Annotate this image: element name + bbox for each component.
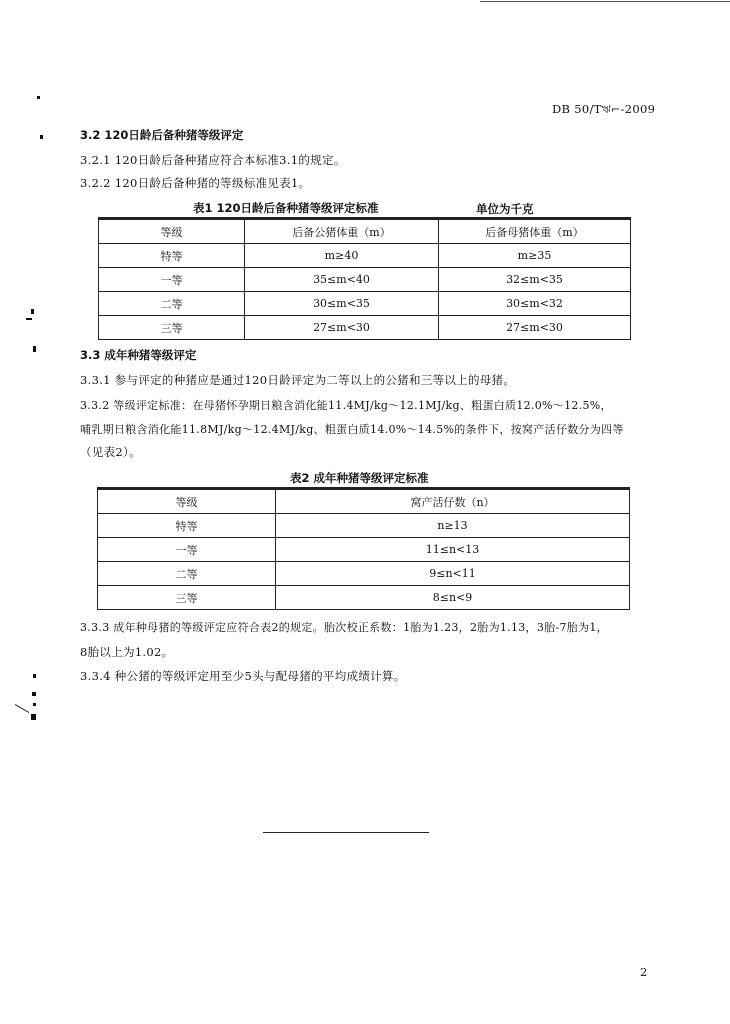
table-header-cell: 后备公猪体重（m） — [245, 220, 439, 244]
table-cell: 二等 — [99, 292, 245, 316]
table-row — [98, 562, 630, 586]
para-3-3-2-line3: （见表2）。 — [80, 445, 141, 459]
table2 — [97, 489, 630, 610]
para-3-3-3-line2: 8胎以上为1.02。 — [80, 645, 174, 659]
table-header-row — [99, 220, 631, 244]
table-cell: n≥13 — [276, 514, 630, 538]
table-header-cell: 窝产活仔数（n） — [276, 490, 630, 514]
table-cell: 二等 — [98, 562, 276, 586]
scan-speck — [32, 692, 36, 696]
para-3-3-1: 3.3.1 参与评定的种猪应是通过120日龄评定为二等以上的公猪和三等以上的母猪。 — [80, 373, 516, 387]
table-cell: 9≤n<11 — [276, 562, 630, 586]
para-3-3-2-line1: 3.3.2 等级评定标准：在母猪怀孕期日粮含消化能11.4MJ/kg～12.1MJ/kg、粗蛋白质12.0%～12.5%， — [80, 399, 612, 412]
table-header-cell: 后备母猪体重（m） — [439, 220, 631, 244]
table-cell: 一等 — [98, 538, 276, 562]
table-cell: 一等 — [99, 268, 245, 292]
table-cell: 三等 — [98, 586, 276, 610]
table-row — [99, 316, 631, 340]
table-cell: 8≤n<9 — [276, 586, 630, 610]
table-row — [99, 292, 631, 316]
scan-speck — [31, 309, 34, 314]
table-cell: m≥40 — [245, 244, 439, 268]
table1 — [98, 219, 631, 340]
page-number: 2 — [640, 965, 648, 979]
scan-speck — [15, 704, 29, 713]
table-header-cell: 等级 — [99, 220, 245, 244]
para-3-2-2: 3.2.2 120日龄后备种猪的等级标准见表1。 — [80, 176, 311, 190]
doc-code-prefix: DB 50/T — [552, 102, 602, 116]
section-3-2-title: 3.2 120日龄后备种猪等级评定 — [80, 128, 244, 142]
scan-speck — [26, 318, 32, 320]
table-cell: 30≤m<35 — [245, 292, 439, 316]
table-row — [99, 244, 631, 268]
table2-caption: 表2 成年种猪等级评定标准 — [290, 471, 429, 485]
table-cell: 27≤m<30 — [439, 316, 631, 340]
table-row — [99, 268, 631, 292]
table-cell: 27≤m<30 — [245, 316, 439, 340]
table-row — [98, 514, 630, 538]
table-cell: 三等 — [99, 316, 245, 340]
end-rule — [263, 832, 429, 833]
table1-caption: 表1 120日龄后备种猪等级评定标准 — [193, 201, 379, 215]
scan-speck — [33, 346, 36, 352]
scan-edge-line — [480, 1, 730, 2]
table-cell: 30≤m<32 — [439, 292, 631, 316]
scan-speck — [37, 96, 40, 99]
para-3-2-1: 3.2.1 120日龄后备种猪应符合本标准3.1的规定。 — [80, 153, 346, 167]
table-header-cell: 等级 — [98, 490, 276, 514]
table-row — [98, 538, 630, 562]
table-cell: 32≤m<35 — [439, 268, 631, 292]
table-row — [98, 586, 630, 610]
scan-speck — [31, 714, 36, 720]
table1-unit: 单位为千克 — [476, 202, 534, 216]
table-cell: 11≤n<13 — [276, 538, 630, 562]
table-cell: 特等 — [99, 244, 245, 268]
table-cell: 35≤m<40 — [245, 268, 439, 292]
para-3-3-2-line2: 哺乳期日粮含消化能11.8MJ/kg～12.4MJ/kg、粗蛋白质14.0%～14.5%的条件下，按窝产活仔数分为四等 — [80, 423, 624, 436]
doc-year: 2009 — [624, 102, 656, 116]
section-3-3-title: 3.3 成年种猪等级评定 — [80, 348, 197, 362]
para-3-3-4: 3.3.4 种公猪的等级评定用至少5头与配母猪的平均成绩计算。 — [80, 669, 406, 683]
table-cell: m≥35 — [439, 244, 631, 268]
scan-speck — [33, 674, 36, 678]
table-header-row — [98, 490, 630, 514]
para-3-3-3-line1: 3.3.3 成年种母猪的等级评定应符合表2的规定。胎次校正系数：1胎为1.23，2胎为1.13，3胎-7胎为1， — [80, 621, 608, 634]
document-code: DB 50/Tঋ⌐-2009 — [552, 102, 656, 116]
scan-speck — [40, 135, 43, 139]
doc-code-obscured: ঋ⌐ — [601, 103, 621, 116]
table-cell: 特等 — [98, 514, 276, 538]
scan-speck — [33, 703, 36, 706]
